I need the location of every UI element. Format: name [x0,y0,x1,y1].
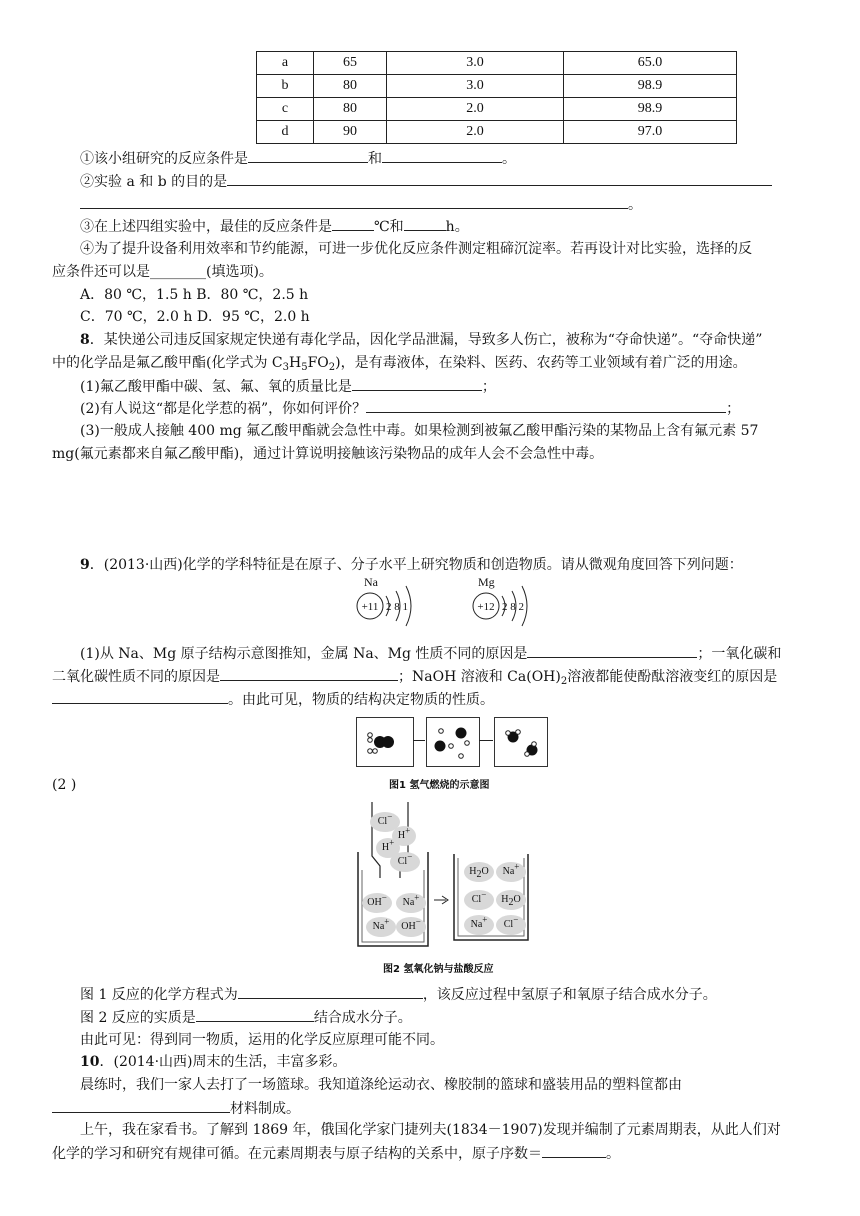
text: )，是有毒液体，在染料、医药、农药等工业领域有着广泛的用途。 [335,355,747,371]
q7-options-ab[interactable]: A．80 ℃，1.5 h B．80 ℃，2.5 h [80,287,309,303]
text: ，该反应过程中氢原子和氧原子结合成水分子。 [422,987,717,1003]
fig1-box-1 [356,717,414,767]
text: ①该小组研究的反应条件是 [80,151,248,167]
q10-line-2 [52,1098,300,1119]
q9-part-2-label: (2 ) [52,777,77,793]
fig1-box-3 [494,717,548,767]
q8-part-3-cont: mg(氟元素都来自氟乙酸甲酯)，通过计算说明接触该污染物品的成年人会不会急性中毒。 [52,446,604,462]
table-cell: b [257,75,314,98]
text: ③在上述四组实验中，最佳的反应条件是 [80,219,332,235]
table-cell: 98.9 [564,75,737,98]
ion-na: Na+ [396,893,426,913]
subscript: 2 [328,362,336,373]
q10-line-3: 上午，我在家看书。了解到 1869 年，俄国化学家门捷列夫(1834－1907)发现并编制了元素周期表，从此人们对 [80,1122,781,1138]
answer-blank[interactable] [227,171,772,186]
table-cell: 2.0 [387,98,564,121]
text: (1)氟乙酸甲酯中碳、氢、氟、氧的质量比是 [80,379,352,395]
answer-blank[interactable] [527,643,697,658]
ion-cl: Cl− [390,852,420,872]
subscript: 2 [560,676,568,687]
subscript: 3 [282,362,289,373]
text: 。由此可见，物质的结构决定物质的性质。 [228,692,494,708]
table-cell: 80 [314,98,387,121]
table-cell: 90 [314,121,387,144]
text: ；NaOH 溶液和 Ca(OH) [398,669,561,685]
text: (2)有人说这“都是化学惹的祸”，你如何评价？ [80,401,367,417]
text: 图 1 反应的化学方程式为 [80,987,238,1003]
q7-line-1 [80,148,516,169]
text: ．(2013·山西)化学的学科特征是在原子、分子水平上研究物质和创造物质。请从微观角度回答下列问题： [89,557,743,573]
q7-line-6: 应条件还可以是________(填选项)。 [52,264,273,280]
fig2-caption: 图2 氢氧化钠与盐酸反应 [383,964,494,975]
table-row [257,121,737,144]
fig1-caption: 图1 氢气燃烧的示意图 [389,780,490,791]
mg-electrons: 2 8 2 [502,601,524,613]
answer-blank[interactable] [52,689,228,704]
fig1-molecules-before [357,718,413,766]
text: ； [481,379,496,395]
answer-blank[interactable] [366,398,726,413]
fig1-box-2 [426,717,480,767]
q7-line-2 [80,171,772,192]
q9-conclusion: 由此可见：得到同一物质，运用的化学反应原理可能不同。 [80,1032,444,1048]
na-symbol: Na [364,575,378,589]
table-cell: c [257,98,314,121]
text: 结合成水分子。 [313,1010,412,1026]
table-cell: d [257,121,314,144]
text: 化学的学习和研究有规律可循。在元素周期表与原子结构的关系中，原子序数＝ [52,1146,542,1162]
question-number: 10 [80,1054,100,1070]
q9-part-1-line-3 [52,689,494,710]
q7-options-cd[interactable]: C．70 ℃，2.0 h D．95 ℃，2.0 h [80,309,310,325]
answer-blank[interactable] [220,666,398,681]
ion-na: Na+ [496,862,526,882]
text: ； [726,401,741,417]
table-row [257,52,737,75]
ion-cl: Cl− [370,812,400,832]
answer-blank[interactable] [238,984,423,999]
ion-oh: OH− [396,917,426,937]
question-number: 8 [80,332,90,348]
fig1-arrow-2 [479,740,493,741]
table-cell: 80 [314,75,387,98]
q10-line-4 [52,1143,620,1164]
text: 和 [368,151,382,167]
answer-blank[interactable] [382,148,502,163]
table-cell: 65 [314,52,387,75]
ion-h: H+ [392,826,416,846]
q8-line-1 [80,330,762,350]
answer-blank[interactable] [542,1143,606,1158]
q10-line-1: 晨练时，我们一家人去打了一场篮球。我知道涤纶运动衣、橡胶制的篮球和盛装用品的塑料筐都由 [80,1077,682,1093]
table-cell: 2.0 [387,121,564,144]
answer-blank[interactable] [196,1007,314,1022]
na-electrons: 2 8 1 [386,601,408,613]
text: (1)从 Na、Mg 原子结构示意图推知，金属 Na、Mg 性质不同的原因是 [80,646,528,662]
answer-blank[interactable] [332,216,374,231]
q7-line-3 [80,194,642,215]
answer-blank[interactable] [352,376,482,391]
answer-blank[interactable] [80,194,628,209]
molecule-h2o: $H_2O$ [464,862,494,882]
text: 。 [606,1146,620,1162]
table-cell: a [257,52,314,75]
text: 。 [502,151,516,167]
table-cell: 65.0 [564,52,737,75]
text: 中的化学品是氟乙酸甲酯(化学式为 C [52,355,283,371]
q8-part-3: (3)一般成人接触 400 mg 氟乙酸甲酯就会急性中毒。如果检测到被氟乙酸甲酯污染的某物品上含有氟元素 57 [80,423,759,439]
table-cell: 98.9 [564,98,737,121]
answer-blank[interactable] [52,1098,230,1113]
na-nucleus-charge: +11 [361,601,379,613]
table-cell: 3.0 [387,52,564,75]
table-row [257,98,737,121]
text: 二氧化碳性质不同的原因是 [52,669,220,685]
answer-blank[interactable] [248,148,368,163]
ion-cl: Cl− [464,890,494,910]
ion-cl: Cl− [496,915,526,935]
fig1-water-molecules [495,718,547,766]
text: h。 [445,219,469,235]
q7-line-4 [80,216,469,237]
text: 溶液都能使酚酞溶液变红的原因是 [567,669,778,685]
q8-part-2 [80,398,740,419]
text: 图 2 反应的实质是 [80,1010,196,1026]
fig1-arrow-1 [413,740,425,741]
table-cell: 97.0 [564,121,737,144]
question-number: 9 [80,557,90,573]
text: 。 [628,197,642,213]
q7-line-5: ④为了提升设备利用效率和节约能源，可进一步优化反应条件测定粗碲沉淀率。若再设计对比实验，选择的反 [80,241,752,257]
atom-structure-diagrams [340,572,560,638]
q8-part-1 [80,376,496,397]
answer-blank[interactable] [404,216,446,231]
mg-symbol: Mg [478,575,495,589]
table-cell: 3.0 [387,75,564,98]
mg-nucleus-charge: +12 [477,601,495,613]
fig1-atoms-separated [427,718,479,766]
q9-fig2-answer [80,1007,412,1028]
ion-na: Na+ [464,915,494,935]
text: ．(2014·山西)周末的生活，丰富多彩。 [99,1054,347,1070]
table-row [257,75,737,98]
q10-title [80,1052,347,1072]
molecule-h2o: $H_2O$ [496,890,526,910]
text: ；一氧化碳和 [697,646,782,662]
q8-line-2 [52,353,747,373]
text: FO [307,355,329,371]
q9-part-1-line-2 [52,666,777,687]
subscript: 5 [301,362,308,373]
ion-h: H+ [376,838,400,858]
text: H [289,355,302,371]
q9-part-1 [80,643,781,664]
ion-oh: OH− [362,893,392,913]
text: 材料制成。 [230,1101,300,1117]
experiment-table [256,51,737,144]
text: ②实验 a 和 b 的目的是 [80,174,228,190]
ion-na: Na+ [366,917,396,937]
text: ℃和 [374,219,404,235]
text: ．某快递公司违反国家规定快递有毒化学品，因化学品泄漏，导致多人伤亡，被称为“夺命快递”。“夺命快递” [89,332,763,348]
q9-fig1-answer [80,984,717,1005]
